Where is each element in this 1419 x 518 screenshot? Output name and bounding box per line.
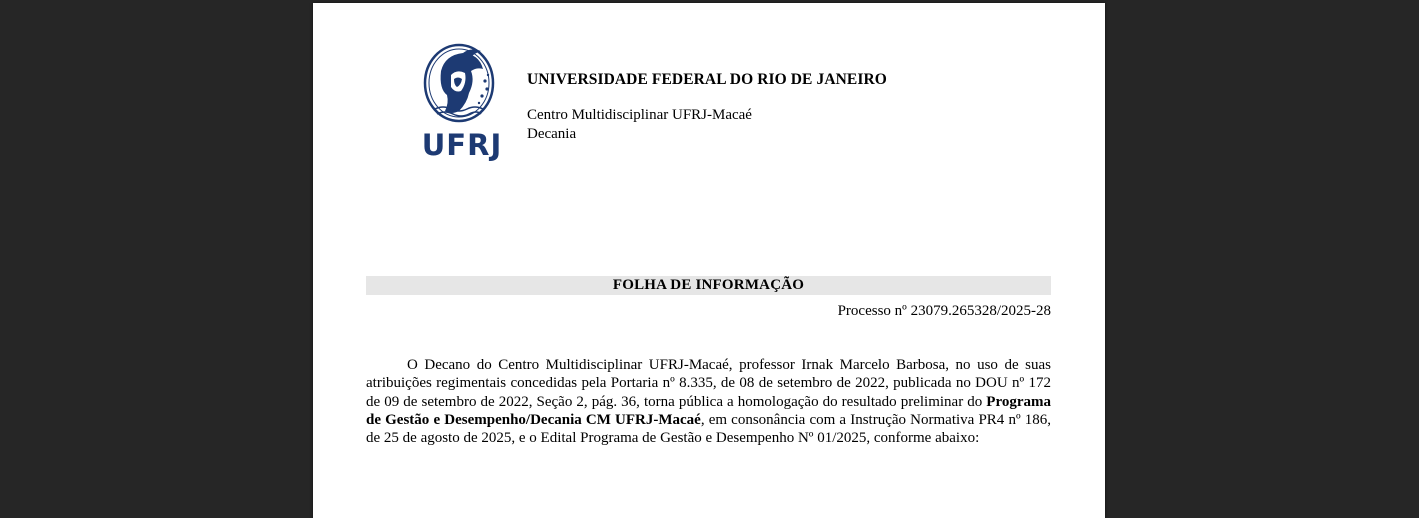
- document-title: FOLHA DE INFORMAÇÃO: [366, 276, 1051, 295]
- ufrj-logo: [411, 41, 513, 161]
- paragraph-text-2: , em consonância com a Instrução Normativa PR4 nº 186, de 25 de agosto de 2025, e o Edital Programa de Gestão e Desempenho Nº 01/2025, conforme abaixo:: [366, 411, 1051, 447]
- university-name: UNIVERSIDADE FEDERAL DO RIO DE JANEIRO: [527, 71, 887, 88]
- paragraph-text-1: O Decano do Centro Multidisciplinar UFRJ-Macaé, professor Irnak Marcelo Barbosa, no uso de suas atribuições regimentais concedidas pela Portaria nº 8.335, de 08 de setembro de 2022, publicada no DOU nº 172 de 09 de setembro de 2022, Seção 2, pág. 36, torna pública a homologação do resultado preliminar do: [366, 357, 1051, 410]
- process-number: Processo nº 23079.265328/2025-28: [837, 303, 1051, 319]
- center-name: Centro Multidisciplinar UFRJ-Macaé: [527, 107, 752, 123]
- paragraph-bold-program: Programa de Gestão e Desempenho/Decania CM UFRJ-Macaé: [366, 393, 1051, 428]
- ufrj-logo-wordmark: UFRJ: [421, 128, 503, 162]
- document-page: [313, 3, 1105, 518]
- body-paragraph: [366, 356, 1051, 447]
- unit-name: Decania: [527, 126, 577, 142]
- unit-info: [527, 106, 752, 144]
